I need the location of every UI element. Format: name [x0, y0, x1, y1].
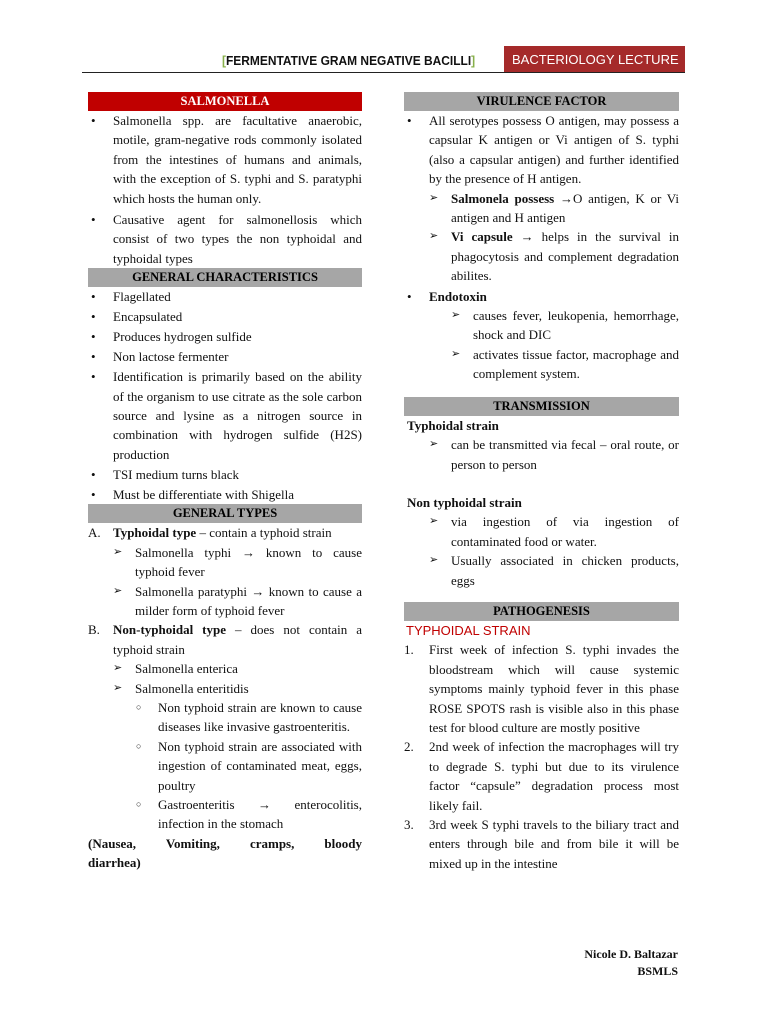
section-heading-virulence-factor: VIRULENCE FACTOR: [404, 92, 679, 111]
characteristics-list: [88, 287, 362, 504]
list-item: ➢ Usually associated in chicken products, eggs: [429, 551, 679, 590]
header-bracket-close: ]: [471, 53, 476, 68]
virulence-list: [404, 111, 679, 384]
list-item: • Salmonella spp. are facultative anaerobic, motile, gram-negative rods commonly isolated from the intestines of humans and animals, with the exception of S. typhi and S. paratyphi which hosts the human only.: [88, 111, 362, 208]
endotoxin-list: [451, 306, 679, 384]
nontyphoidal-subtypes: [113, 659, 362, 834]
list-item: [404, 737, 679, 815]
section-heading-transmission: TRANSMISSION: [404, 397, 679, 416]
list-item: [404, 111, 679, 286]
author-program: BSMLS: [637, 964, 678, 978]
list-marker: B.: [88, 622, 100, 638]
step-text: 2nd week of infection the macrophages will try to degrade S. typhi but due to its virulence factor “capsule” degradation process most likely fail.: [429, 739, 679, 813]
nontyphoidal-strain-label: Non typhoidal strain: [407, 494, 522, 510]
virulence-term: Salmonela possess: [451, 190, 555, 206]
virulence-text: → helps in the survival in phagocytosis and complement degradation abilites.: [451, 229, 679, 284]
list-item: ➢ can be transmitted via fecal – oral route, or person to person: [429, 435, 679, 474]
step-text: First week of infection S. typhi invades the bloodstream which will cause systemic symptoms mainly typhoid fever in this phase ROSE SPOTS rash is visible also in this phase test for blood culture are mostly positive: [429, 642, 679, 735]
type-item-a: [88, 523, 362, 620]
author-footer: [584, 946, 678, 980]
list-item: • Causative agent for salmonellosis which consist of two types the non typhoidal and typhoidal types: [88, 210, 362, 268]
list-item: • Flagellated: [88, 287, 362, 306]
section-heading-pathogenesis: PATHOGENESIS: [404, 602, 679, 621]
list-item: ➢ via ingestion of via ingestion of contaminated food or water.: [429, 512, 679, 551]
list-item: ➢ causes fever, leukopenia, hemorrhage, shock and DIC: [451, 306, 679, 345]
list-item: ○ Gastroenteritis → enterocolitis, infection in the stomach: [135, 795, 362, 834]
type-item-b: [88, 620, 362, 833]
section-heading-salmonella: SALMONELLA: [88, 92, 362, 111]
typhoidal-strain-label: Typhoidal strain: [407, 417, 499, 433]
header-lecture-badge: BACTERIOLOGY LECTURE: [504, 46, 685, 73]
list-item: ➢ Salmonella enterica: [113, 659, 362, 678]
endotoxin-label: Endotoxin: [429, 288, 487, 304]
list-marker: 3.: [404, 817, 414, 832]
list-item: • Non lactose fermenter: [88, 347, 362, 366]
list-item: ○ Non typhoid strain are known to cause diseases like invasive gastroenteritis.: [135, 698, 362, 737]
virulence-subs: [429, 189, 679, 286]
list-item: ➢ Salmonella typhi → known to cause typhoid fever: [113, 543, 362, 582]
virulence-text: →O antigen, K or Vi antigen and H antigen: [451, 190, 679, 226]
virulence-intro: All serotypes possess O antigen, may possess a capsular K antigen or Vi antigen of S. typhi (also a capsular antigen) and further identified by the presence of H antigen.: [429, 113, 679, 187]
type-term: Non-typhoidal type: [113, 622, 227, 638]
left-column: [88, 92, 362, 873]
header-title: [222, 48, 481, 73]
list-item: [429, 189, 679, 228]
header-divider: [82, 72, 685, 73]
header-bracket-open: [: [222, 53, 226, 68]
list-item: • Must be differentiate with Shigella: [88, 485, 362, 504]
list-item: • TSI medium turns black: [88, 465, 362, 484]
type-term: Typhoidal type: [113, 525, 197, 541]
header-title-text: FERMENTATIVE GRAM NEGATIVE BACILLI: [225, 53, 472, 68]
typhoidal-strain-subheading: TYPHOIDAL STRAIN: [406, 622, 531, 638]
type-desc: – does not contain a typhoid strain: [113, 622, 362, 657]
nontyphoidal-transmission-list: [429, 512, 679, 590]
general-types-list: [88, 523, 362, 834]
list-item: • Encapsulated: [88, 307, 362, 326]
section-heading-general-characteristics: GENERAL CHARACTERISTICS: [88, 268, 362, 287]
spacer: [404, 474, 679, 493]
step-text: 3rd week S typhi travels to the biliary tract and enters through bile and from bile it will be mixed up in the intestine: [429, 817, 679, 871]
list-item: [404, 287, 679, 384]
list-item: ○ Non typhoid strain are associated with ingestion of contaminated meat, eggs, poultry: [135, 737, 362, 795]
typhoidal-transmission-list: [429, 435, 679, 474]
symptoms-note: (Nausea, Vomiting, cramps, bloody diarrhea): [88, 835, 362, 871]
list-item: [113, 679, 362, 834]
list-marker: 1.: [404, 642, 414, 658]
list-item: [429, 227, 679, 285]
list-item-text: Salmonella enteritidis: [135, 680, 249, 696]
nontyphoidal-notes: [135, 698, 362, 834]
list-item: • Produces hydrogen sulfide: [88, 327, 362, 346]
list-item: ➢ activates tissue factor, macrophage and complement system.: [451, 345, 679, 384]
list-item: [404, 815, 679, 873]
salmonella-list: [88, 111, 362, 268]
type-desc: – contain a typhoid strain: [196, 525, 332, 541]
list-marker: A.: [88, 525, 101, 541]
list-item: [404, 640, 679, 737]
virulence-term: Vi capsule: [451, 229, 513, 245]
right-column: [404, 92, 679, 873]
pathogenesis-steps: [404, 640, 679, 873]
author-name: Nicole D. Baltazar: [584, 947, 678, 961]
list-item: ➢ Salmonella paratyphi → known to cause a milder form of typhoid fever: [113, 582, 362, 621]
list-item: • Identification is primarily based on the ability of the organism to use citrate as the sole carbon source and lysine as a nitrogen source in combination with hydrogen sulfide (H2S) production: [88, 367, 362, 464]
list-marker: 2.: [404, 739, 414, 755]
section-heading-general-types: GENERAL TYPES: [88, 504, 362, 523]
typhoidal-subtypes: [113, 543, 362, 621]
